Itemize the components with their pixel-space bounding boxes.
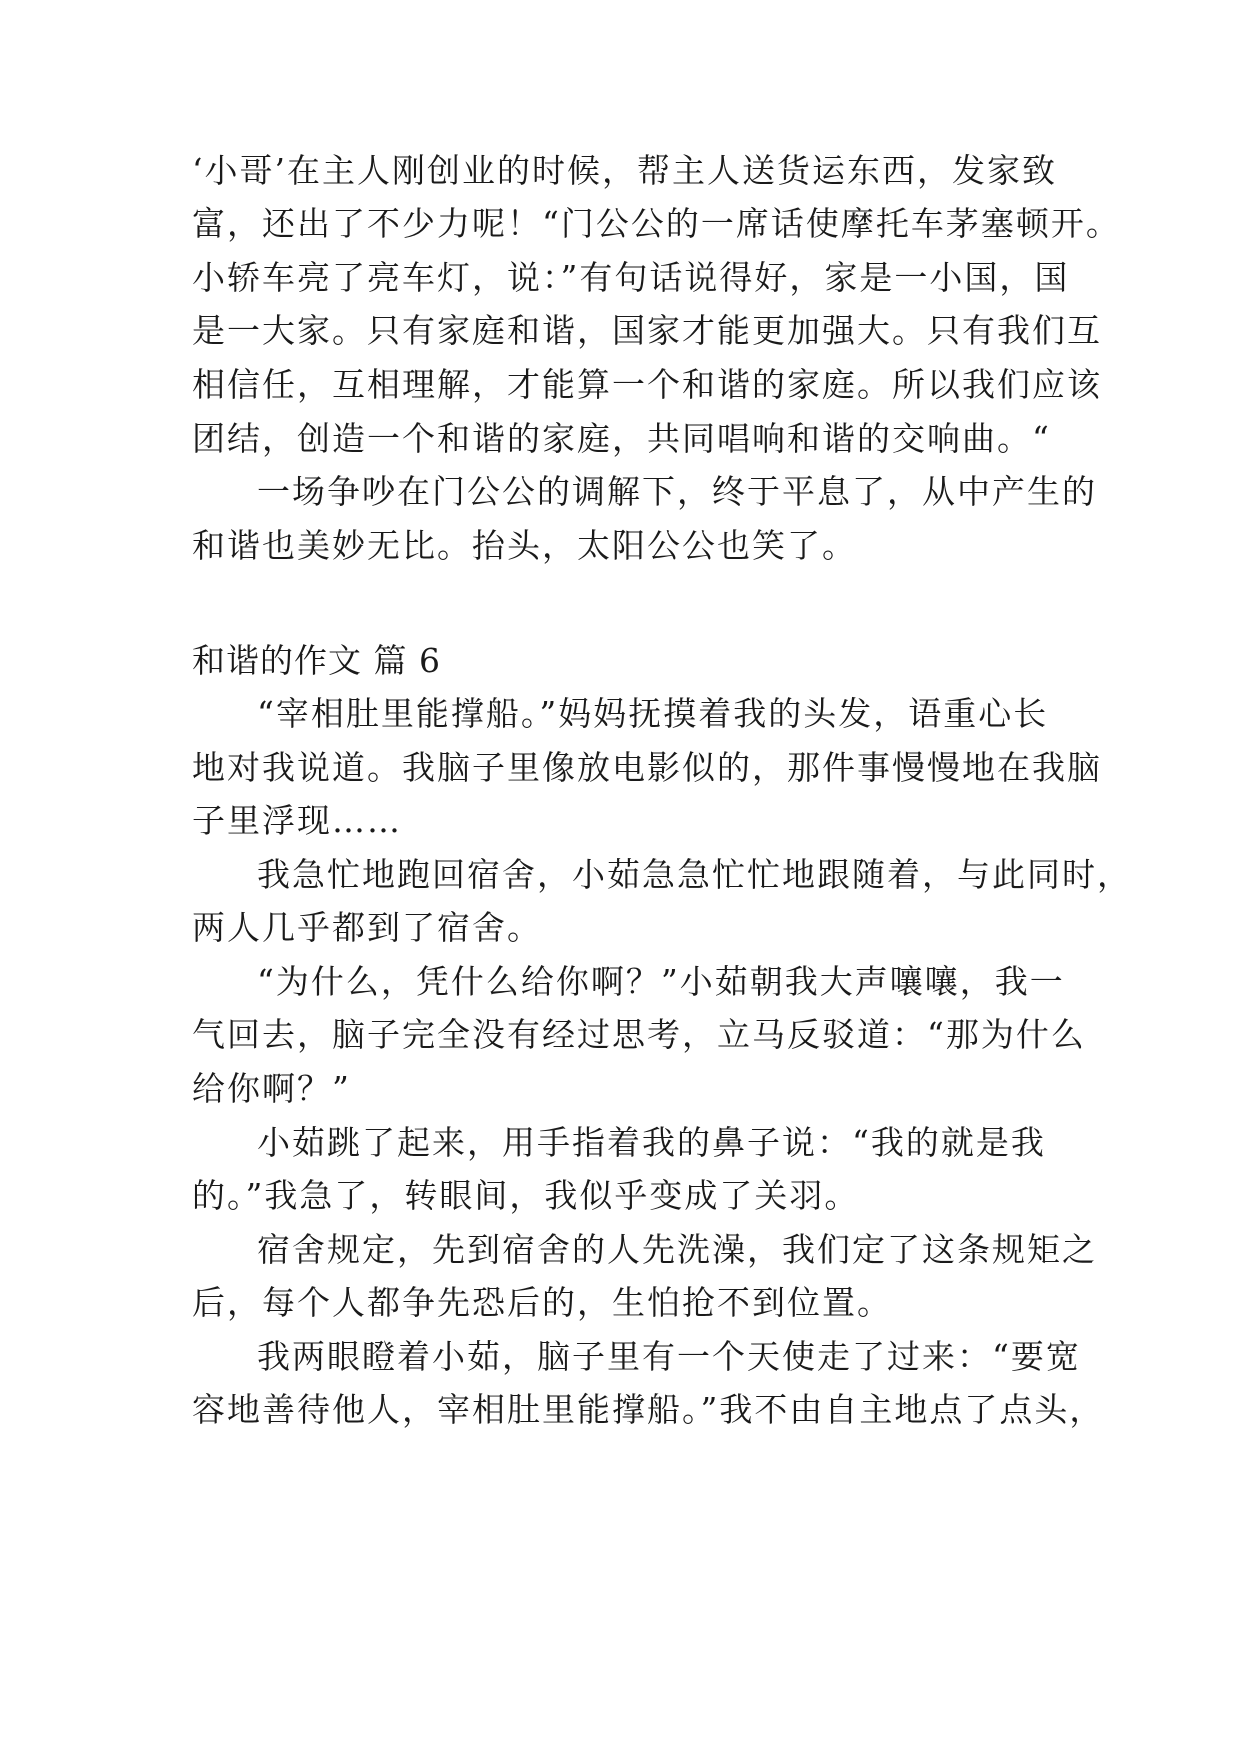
text-line: 和谐也美妙无比。抬头，太阳公公也笑了。 bbox=[192, 526, 857, 565]
paragraph-first-line: 一场争吵在门公公的调解下，终于平息了，从中产生的 bbox=[257, 472, 1097, 511]
text-line: ‘小哥’在主人刚创业的时候，帮主人送货运东西，发家致 bbox=[192, 151, 1057, 190]
text-line: 后，每个人都争先恐后的，生怕抢不到位置。 bbox=[192, 1283, 892, 1322]
text-line: 地对我说道。我脑子里像放电影似的，那件事慢慢地在我脑 bbox=[192, 748, 1102, 787]
text-line: 容地善待他人，宰相肚里能撑船。”我不由自主地点了点头， bbox=[192, 1390, 1105, 1429]
text-line: 子里浮现…… bbox=[192, 801, 402, 840]
paragraph-first-line: “为什么，凭什么给你啊？”小茹朝我大声嚷嚷，我一 bbox=[257, 962, 1065, 1001]
text-line: 是一大家。只有家庭和谐，国家才能更加强大。只有我们互 bbox=[192, 311, 1102, 350]
text-line: 的。”我急了，转眼间，我似乎变成了关羽。 bbox=[192, 1176, 860, 1215]
text-line: 富，还出了不少力呢！“门公公的一席话使摩托车茅塞顿开。 bbox=[192, 204, 1121, 243]
paragraph-first-line: 我两眼瞪着小茹，脑子里有一个天使走了过来：“要宽 bbox=[257, 1337, 1081, 1376]
paragraph-first-line: 宿舍规定，先到宿舍的人先洗澡，我们定了这条规矩之 bbox=[257, 1230, 1097, 1269]
text-line: 相信任，互相理解，才能算一个和谐的家庭。所以我们应该 bbox=[192, 365, 1102, 404]
section-heading: 和谐的作文 篇 6 bbox=[192, 641, 441, 680]
paragraph-first-line: 小茹跳了起来，用手指着我的鼻子说：“我的就是我 bbox=[257, 1123, 1046, 1162]
paragraph-first-line: “宰相肚里能撑船。”妈妈抚摸着我的头发，语重心长 bbox=[257, 694, 1049, 733]
text-line: 给你啊？” bbox=[192, 1069, 351, 1108]
text-line: 小轿车亮了亮车灯，说：”有句话说得好，家是一小国，国 bbox=[192, 258, 1070, 297]
text-line: 团结，创造一个和谐的家庭，共同唱响和谐的交响曲。“ bbox=[192, 419, 1051, 458]
text-line: 两人几乎都到了宿舍。 bbox=[192, 908, 542, 947]
paragraph-first-line: 我急忙地跑回宿舍，小茹急急忙忙地跟随着，与此同时， bbox=[257, 855, 1132, 894]
text-line: 气回去，脑子完全没有经过思考，立马反驳道：“那为什么 bbox=[192, 1015, 1086, 1054]
